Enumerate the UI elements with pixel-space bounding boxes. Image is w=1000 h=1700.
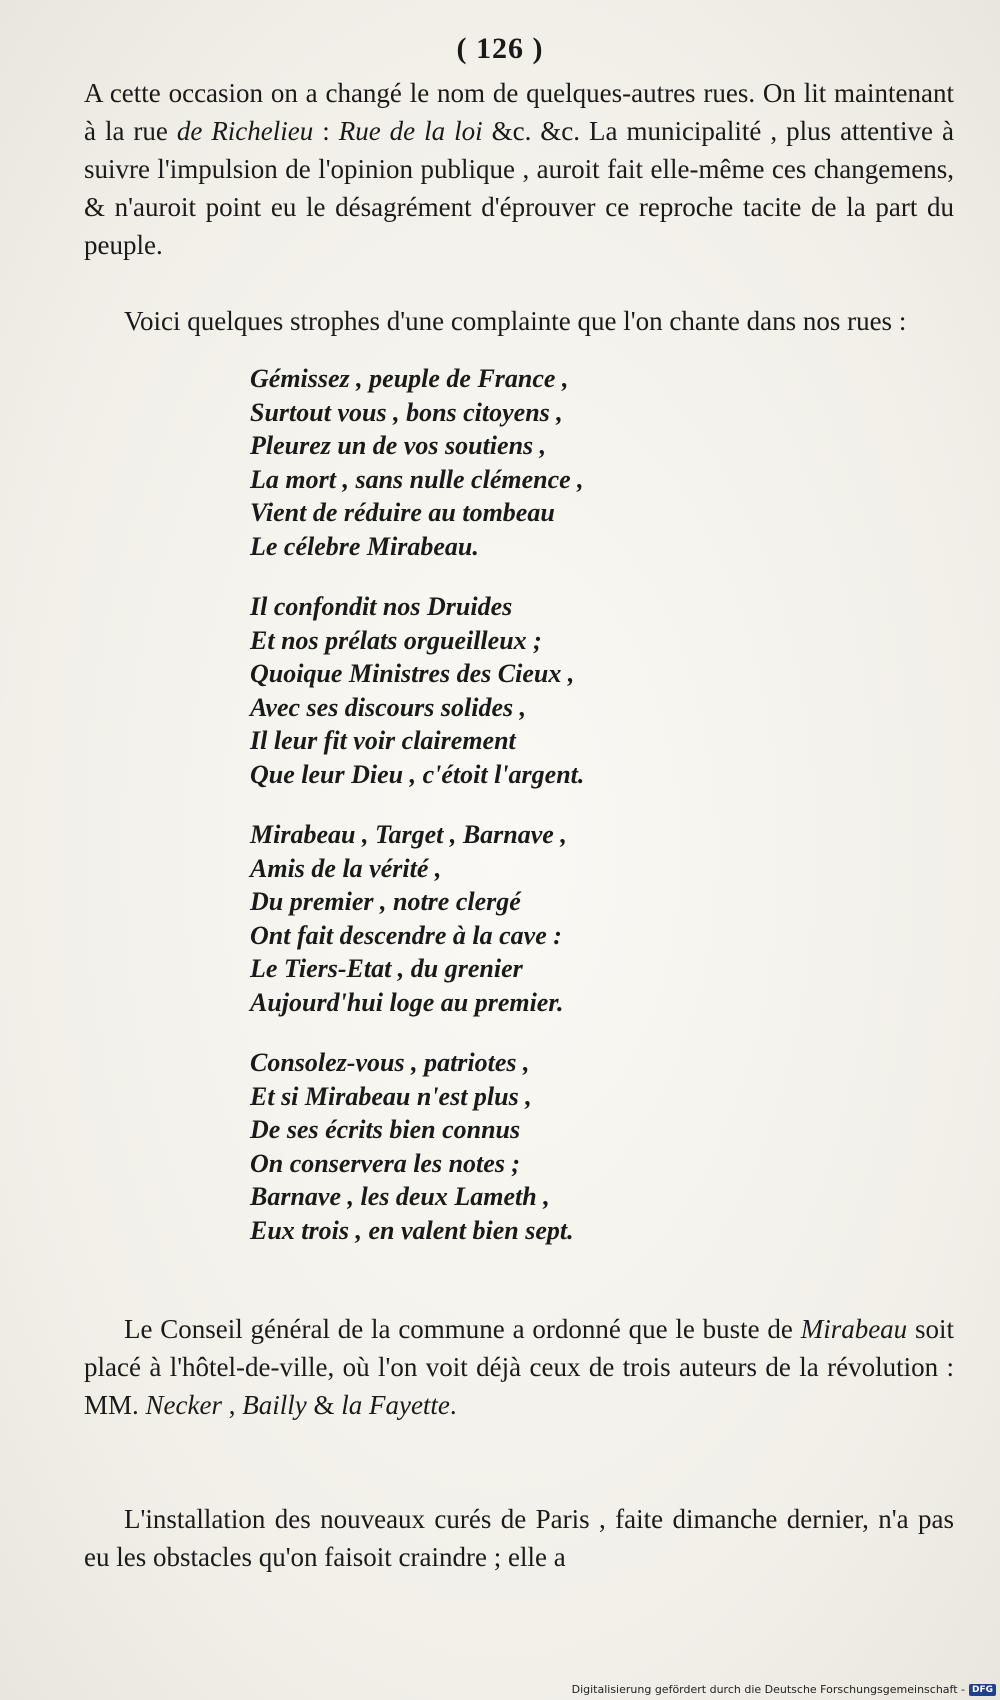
poem-stanza-4 <box>250 1046 810 1247</box>
poem-line: Et nos prélats orgueilleux ; <box>250 625 542 655</box>
poem-line: Le Tiers-Etat , du grenier <box>250 954 523 983</box>
italic-text: de Richelieu <box>176 116 314 146</box>
poem-stanza-2 <box>250 590 810 791</box>
poem-line: Consolez-vous , patriotes , <box>250 1048 530 1077</box>
poem-line: La mort , sans nulle clémence , <box>250 464 584 494</box>
page-number: ( 126 ) <box>456 32 544 65</box>
poem-stanza-1 <box>250 362 810 563</box>
poem-line: Que leur Dieu , c'étoit l'argent. <box>250 759 585 789</box>
poem-line: Et si Mirabeau n'est plus , <box>250 1081 532 1111</box>
poem-line: Eux trois , en valent bien sept. <box>250 1215 574 1245</box>
credit-text: Digitalisierung gefördert durch die Deutsche Forschungsgemeinschaft - <box>571 1683 965 1696</box>
poem-line: Le célebre Mirabeau. <box>250 531 479 561</box>
poem-line: Aujourd'hui loge au premier. <box>250 987 564 1017</box>
poem-line: Quoique Ministres des Cieux , <box>250 659 575 688</box>
paragraph-text: Le Conseil général de la commune a ordonné que le buste de <box>124 1314 801 1344</box>
poem-line: Gémissez , peuple de France , <box>250 364 569 393</box>
paragraph-installation-cures <box>84 1500 954 1576</box>
poem-line: Barnave , les deux Lameth , <box>250 1182 550 1211</box>
paragraph-text: Voici quelques strophes d'une complainte que l'on chante dans nos rues : <box>124 306 907 336</box>
paragraph-text: L'installation des nouveaux curés de Paris , faite dimanche dernier, n'a pas eu les obstacles qu'on faisoit craindre ; elle a <box>84 1504 954 1572</box>
paragraph-text: &c. &c. La municipalité , plus attentive à suivre l'impulsion de l'opinion publique , auroit fait elle-même ces changemens, & n'auroit point eu le désagrément d'éprouver ce reproche tacite de la part du peuple. <box>84 116 954 260</box>
dfg-logo-icon: DFG <box>969 1684 996 1696</box>
poem-line: Surtout vous , bons citoyens , <box>250 397 563 427</box>
poem-line: Il leur fit voir clairement <box>250 726 516 755</box>
paragraph-street-names <box>84 74 954 264</box>
italic-text: Rue de la loi <box>338 116 483 146</box>
poem-stanza-3 <box>250 818 810 1019</box>
italic-text: Necker <box>145 1390 222 1420</box>
poem-line: Du premier , notre clergé <box>250 887 521 916</box>
italic-text: Mirabeau <box>800 1314 908 1344</box>
poem-line: Mirabeau , Target , Barnave , <box>250 820 567 849</box>
poem-line: Pleurez un de vos soutiens , <box>250 431 547 460</box>
paragraph-buste-mirabeau <box>84 1310 954 1424</box>
italic-text: la Fayette <box>341 1390 450 1420</box>
poem-line: Il confondit nos Druides <box>250 592 513 621</box>
paragraph-text: . <box>449 1390 457 1420</box>
digitization-credit <box>572 1683 996 1696</box>
paragraph-text: A cette occasion on a changé le nom de quelques-autres rues. On lit maintenant à la rue <box>84 78 954 146</box>
poem-line: Vient de réduire au tombeau <box>250 498 555 527</box>
poem-line: Ont fait descendre à la cave : <box>250 920 562 950</box>
paragraph-text: , <box>221 1390 243 1420</box>
paragraph-complainte-intro <box>84 302 954 340</box>
poem <box>250 362 810 1274</box>
paragraph-text: soit placé à l'hôtel-de-ville, où l'on voit déjà ceux de trois auteurs de la révolution : MM. <box>84 1314 954 1420</box>
poem-line: On conservera les notes ; <box>250 1148 521 1178</box>
poem-line: Amis de la vérité , <box>250 853 442 883</box>
paragraph-text: : <box>313 116 339 146</box>
poem-line: De ses écrits bien connus <box>250 1115 521 1144</box>
paragraph-text: & <box>306 1390 342 1420</box>
italic-text: Bailly <box>242 1390 307 1420</box>
poem-line: Avec ses discours solides , <box>250 692 527 722</box>
